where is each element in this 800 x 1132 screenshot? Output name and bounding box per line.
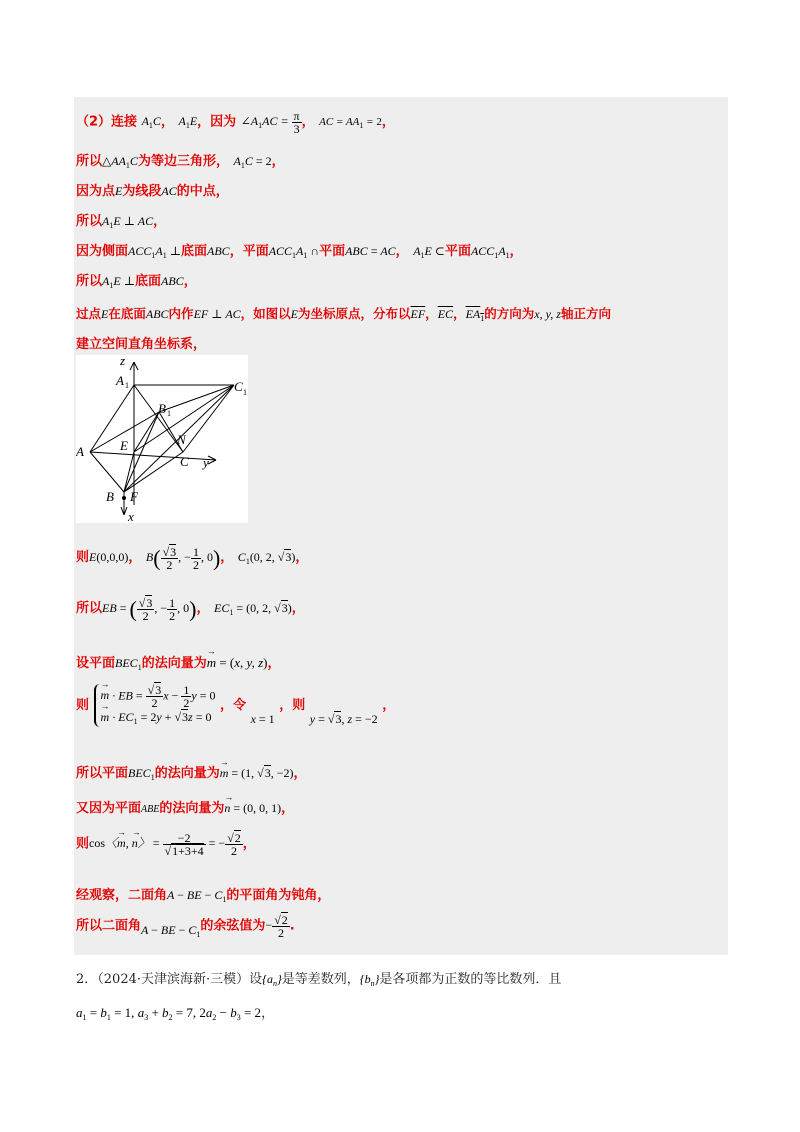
label-z: z [120,355,126,368]
label-N: N [177,432,186,447]
solution-line-16: 经观察，二面角A − BE − $C_1$的平面角为钝角， [76,888,331,904]
label-E: E [120,438,128,453]
solution-line-4: 所以$A_1E$ ⊥ AC， [76,214,167,230]
solution-line-6: 所以$A_1E$ ⊥底面ABC， [76,274,197,290]
label-y: y [203,455,209,470]
problem-2-line-2: $a_1 = b_1 = 1$, $a_3 + b_2 = 7$, $2a_2 - b_3 = 2$， [76,1005,275,1022]
solution-line-5: 因为侧面$ACC_1A_1$ ⊥底面ABC，平面$ACC_1A_1$ ∩平面ABC = AC， $A_1E$ ⊂平面$ACC_1A_1$， [76,244,523,260]
label-A: A [76,444,84,459]
solution-line-8: 建立空间直角坐标系， [76,337,207,352]
svg-text:1: 1 [243,388,247,397]
solution-line-9: 则E(0,0,0)， B( $\frac{√3}{2}$ , − $\frac{1}{2}$ , 0)， $C_1(0$, 2, √3)， [76,544,309,572]
label-F: F [130,489,138,504]
y-axis [90,452,216,460]
solution-line-10: 所以EB = ( $\frac{√3}{2}$ , − $\frac{1}{2}$ , 0)， $EC_1 = (0$, 2, √3)， [76,595,305,623]
solution-line-13: 所以平面$BEC_1$的法向量为→ m = (1, √3, −2)， [76,762,307,782]
solution-line-17: 所以二面角A − BE − $C_1$的余弦值为− $\frac{√2}{2}$ . [76,913,295,940]
label-x: x [128,509,134,523]
solution-line-1: （2）连接 $A_1C$， $A_1E$，因为 $\angle A_1AC$ = $\frac{\pi}{3}$ ， AC = $AA_1 = 2$， [76,109,395,136]
svg-text:1: 1 [167,409,171,418]
problem-source: （2024·天津滨海新·三模） [97,972,250,987]
label-B1: B [158,401,166,416]
coordinate-figure [76,355,248,523]
solution-line-15: 则cos〈→ m, → n〉 = $\frac{-2}{√1+3+4}$ = − $\frac{√2}{2}$ ， [76,832,256,857]
problem-number: 2． [76,972,98,987]
label-C: C [180,454,189,469]
prism-diagram [76,355,248,523]
solution-line-7: 过点E在底面ABC内作EF ⊥ AC，如图以E为坐标原点，分布以$\overline{EF}$，$\overline{EC}$，$EA_1$的方向为x, y, z轴正方向 [76,306,611,323]
solution-panel [74,97,728,955]
solution-line-11: 设平面$BEC_1$的法向量为→ m = (x, y, z)， [76,652,281,672]
svg-text:1: 1 [125,381,129,390]
solution-line-14: 又因为平面ABE的法向量为→ n = (0, 0, 1)， [76,797,294,816]
solution-line-12: 则 → m · EB = $\frac{√3}{2}$ x − $\frac{1}{2}$ y = 0 → $m \cdot EC_1 = 2y + √3z = 0$ ，令 x = 1 ，则 y = √3, z = −2 ， [76,684,395,727]
label-A1: A [116,373,124,388]
problem-2-line-1: 2．（2024·天津滨海新·三模）设$\{a_n\}$是等差数列，$\{b_n\}$是各项都为正数的等比数列．且 [76,972,562,988]
label-B: B [106,489,114,504]
solution-line-3: 因为点E为线段AC的中点， [76,184,229,199]
label-C1: C [234,379,243,394]
solution-line-2: 所以$\triangle AA_1C$为等边三角形， $A_1C = 2$， [76,154,285,170]
